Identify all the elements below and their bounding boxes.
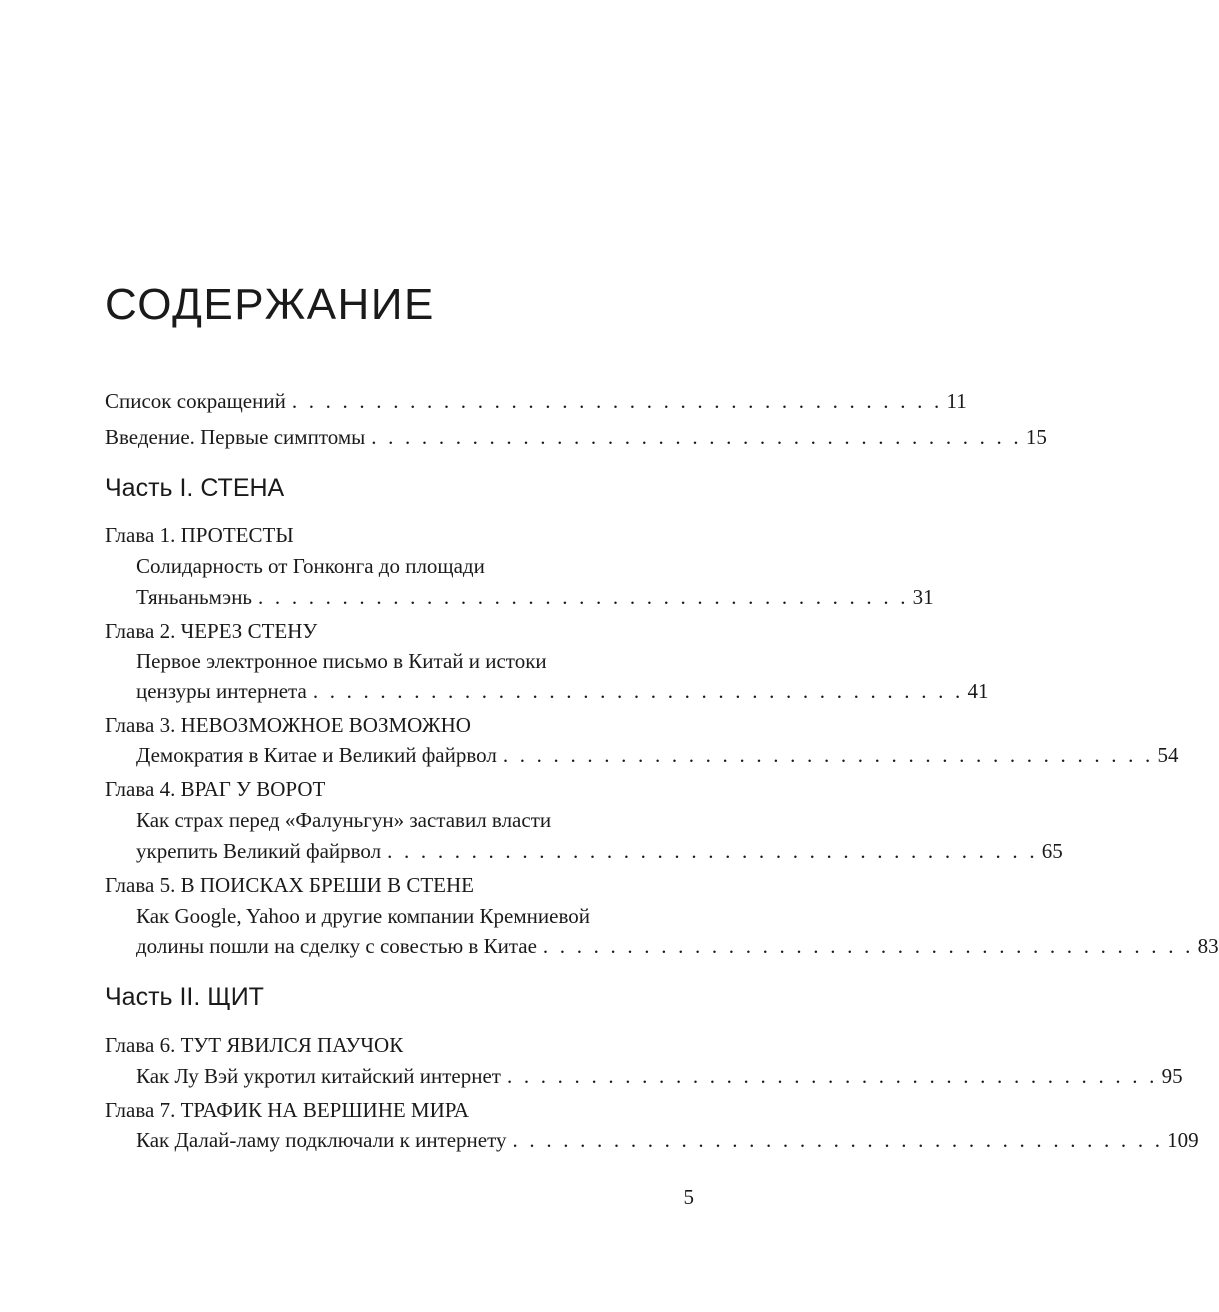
- toc-entry-text: Список сокращений: [105, 389, 286, 413]
- toc-page-number: 95: [1161, 1064, 1183, 1088]
- toc-entry-abbreviations: [105, 388, 967, 414]
- toc-entry-text: долины пошли на сделку с совестью в Китае: [136, 934, 537, 958]
- toc-entry-chapter-5: [136, 933, 1219, 959]
- toc-page-number: 41: [967, 679, 989, 703]
- toc-entry-text: укрепить Великий файрвол: [136, 839, 382, 863]
- page-folio: 5: [683, 1185, 694, 1209]
- chapter-subtitle-line: Как страх перед «Фалуньгун» заставил власти: [136, 808, 552, 832]
- chapter-subtitle-line: Солидарность от Гонконга до площади: [136, 554, 485, 578]
- toc-page-number: 83: [1197, 934, 1219, 958]
- toc-leader-dots: . . . . . . . . . . . . . . . . . . . . . . . . . . . . . . . . . . . . . . .: [371, 425, 1022, 449]
- chapter-heading-3: Глава 3. НЕВОЗМОЖНОЕ ВОЗМОЖНО: [105, 713, 471, 737]
- toc-entry-text: Демократия в Китае и Великий файрвол: [136, 743, 497, 767]
- chapter-heading-6: Глава 6. ТУТ ЯВИЛСЯ ПАУЧОК: [105, 1033, 404, 1057]
- toc-page-number: 54: [1157, 743, 1179, 767]
- chapter-heading-2: Глава 2. ЧЕРЕЗ СТЕНУ: [105, 619, 318, 643]
- chapter-heading-4: Глава 4. ВРАГ У ВОРОТ: [105, 777, 326, 801]
- toc-entry-chapter-3: [136, 742, 1179, 768]
- toc-entry-chapter-4: [136, 838, 1063, 864]
- toc-entry-chapter-1: [136, 584, 934, 610]
- toc-page-number: 109: [1167, 1128, 1199, 1152]
- toc-page-number: 15: [1025, 425, 1047, 449]
- toc-leader-dots: . . . . . . . . . . . . . . . . . . . . . . . . . . . . . . . . . . . . . . .: [387, 839, 1038, 863]
- toc-entry-text: Как Далай-ламу подключали к интернету: [136, 1128, 507, 1152]
- toc-leader-dots: . . . . . . . . . . . . . . . . . . . . . . . . . . . . . . . . . . . . . . .: [291, 389, 943, 413]
- toc-entry-text: Введение. Первые симптомы: [105, 425, 366, 449]
- toc-entry-chapter-2: [136, 678, 989, 704]
- toc-leader-dots: . . . . . . . . . . . . . . . . . . . . . . . . . . . . . . . . . . . . . . .: [312, 679, 964, 703]
- chapter-heading-5: Глава 5. В ПОИСКАХ БРЕШИ В СТЕНЕ: [105, 873, 474, 897]
- toc-entry-text: Тяньаньмэнь: [136, 585, 253, 609]
- chapter-heading-1: Глава 1. ПРОТЕСТЫ: [105, 523, 294, 547]
- toc-entry-text: Как Лу Вэй укротил китайский интернет: [136, 1064, 501, 1088]
- page-title: СОДЕРЖАНИЕ: [105, 280, 435, 329]
- toc-entry-introduction: [105, 424, 1047, 450]
- toc-leader-dots: . . . . . . . . . . . . . . . . . . . . . . . . . . . . . . . . . . . . . . .: [506, 1064, 1158, 1088]
- chapter-subtitle-line: Как Google, Yahoo и другие компании Кремниевой: [136, 904, 590, 928]
- toc-page-number: 11: [946, 389, 967, 413]
- part-heading-1: Часть I. СТЕНА: [105, 474, 285, 502]
- toc-leader-dots: . . . . . . . . . . . . . . . . . . . . . . . . . . . . . . . . . . . . . . .: [542, 934, 1194, 958]
- toc-leader-dots: . . . . . . . . . . . . . . . . . . . . . . . . . . . . . . . . . . . . . . .: [502, 743, 1154, 767]
- toc-entry-chapter-7: [136, 1127, 1199, 1153]
- chapter-heading-7: Глава 7. ТРАФИК НА ВЕРШИНЕ МИРА: [105, 1098, 469, 1122]
- toc-entry-text: цензуры интернета: [136, 679, 307, 703]
- toc-entry-chapter-6: [136, 1063, 1183, 1089]
- part-heading-2: Часть II. ЩИТ: [105, 983, 264, 1011]
- toc-leader-dots: . . . . . . . . . . . . . . . . . . . . . . . . . . . . . . . . . . . . . . .: [258, 585, 909, 609]
- toc-page-number: 65: [1041, 839, 1063, 863]
- toc-page-number: 31: [912, 585, 934, 609]
- chapter-subtitle-line: Первое электронное письмо в Китай и истоки: [136, 649, 547, 673]
- toc-leader-dots: . . . . . . . . . . . . . . . . . . . . . . . . . . . . . . . . . . . . . . .: [512, 1128, 1164, 1152]
